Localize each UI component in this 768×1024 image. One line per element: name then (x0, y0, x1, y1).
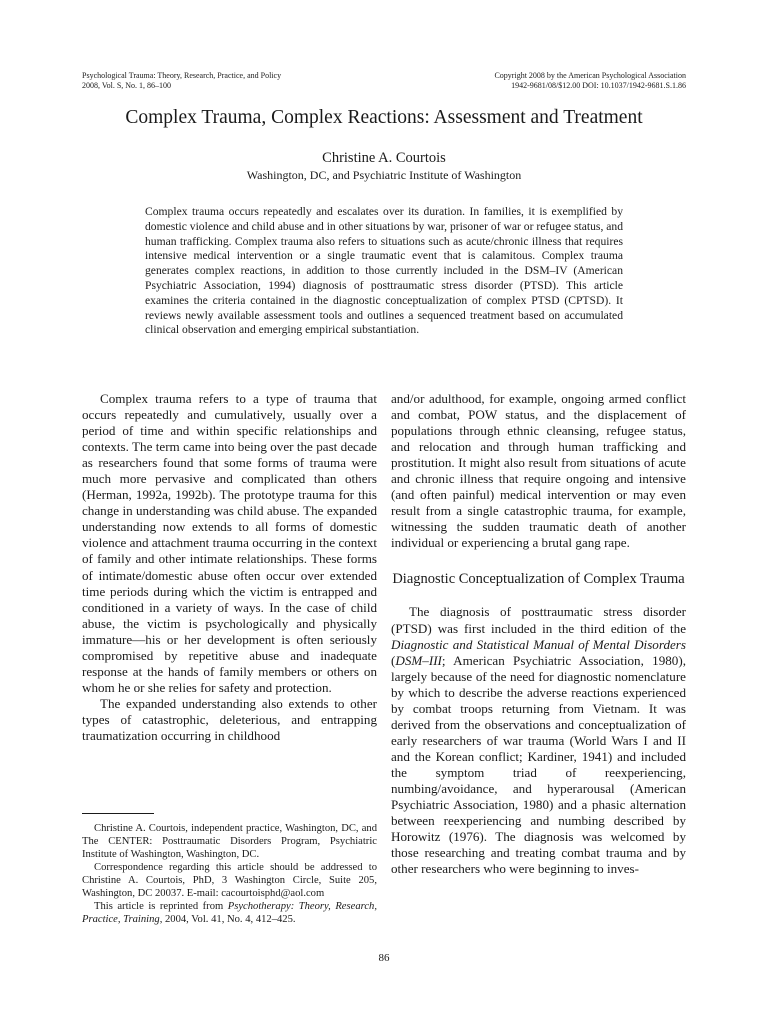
text-run: The diagnosis of posttraumatic stress disorder (PTSD) was first included in the third edition of the (391, 604, 686, 636)
author-affiliation: Washington, DC, and Psychiatric Institute of Washington (246, 168, 522, 182)
author-name: Christine A. Courtois (322, 150, 446, 166)
text-run: , 2004, Vol. 41, No. 4, 412–425. (159, 914, 296, 925)
text-run: This article is reprinted from (94, 901, 228, 912)
journal-name: Psychological Trauma: Theory, Research, Practice, and Policy (82, 71, 282, 80)
journal-citation-header (82, 71, 402, 91)
page-number: 86 (378, 952, 390, 964)
abstract: Complex trauma occurs repeatedly and escalates over its duration. In families, it is exemplified by domestic violence and child abuse and in other situations by war, prisoner of war or refugee status, and human trafficking. Complex trauma also refers to situations such as acute/chronic illness that requires intensive medical intervention or a single traumatic event that is calamitous. Complex trauma generates complex reactions, in addition to those currently included in the DSM–IV (American Psychiatric Association, 1994) diagnosis of posttraumatic stress disorder (PTSD). This article examines the criteria contained in the diagnostic conceptualization of complex PTSD (CPTSD). It reviews newly available assessment tools and outlines a sequenced treatment based on accumulated clinical observation and emerging empirical substantiation. (145, 205, 623, 337)
doi-line: 1942-9681/08/$12.00 DOI: 10.1037/1942-9681.S.1.86 (511, 81, 686, 90)
italic-journal: Psychotherapy: Theory, Research, Practice, Training (82, 901, 377, 925)
body-paragraph-continued: and/or adulthood, for example, ongoing armed conflict and combat, POW status, and the displacement of populations through ethnic cleansing, refugee status, and relocation and through human trafficking and prostitution. It might also result from situations of acute and chronic illness that require ongoing and intensive (and often painful) medical intervention or may even result from a single catastrophic trauma, for example, witnessing the sudden traumatic death of another individual or experiencing a brutal gang rape. (391, 391, 686, 551)
section-heading: Diagnostic Conceptualization of Complex Trauma (392, 571, 685, 588)
journal-volume: 2008, Vol. S, No. 1, 86–100 (82, 81, 172, 90)
body-paragraph: The expanded understanding also extends to other types of catastrophic, deleterious, and entrapping traumatization occurring in childhood (82, 695, 377, 743)
text-run: ( (391, 652, 396, 668)
correspondence-note: Correspondence regarding this article should be addressed to Christine A. Courtois, PhD, 3 Washington Circle, Suite 205, Washington, DC 20037. E-mail: cacourtoisphd@aol.com (82, 862, 377, 899)
author-note: Christine A. Courtois, independent practice, Washington, DC, and The CENTER: Posttraumatic Disorders Program, Psychiatric Institute of Washington, Washington, DC. (82, 823, 377, 860)
copyright-notice: Copyright 2008 by the American Psychological Association (494, 71, 686, 80)
italic-abbreviation: DSM–III (395, 652, 442, 668)
copyright-header (356, 71, 686, 91)
left-column (82, 391, 377, 744)
text-run: ; American Psychiatric Association, 1980), largely because of the need for diagnostic nomenclature by which to describe the adverse reactions experienced by combat troops returning from Vietnam. It was derived from the observations and conceptualization of early researchers of war trauma (World Wars I and II and the Korean conflict; Kardiner, 1941) and included the symptom triad of reexperiencing, numbing/avoidance, and hyperarousal (American Psychiatric Association, 1980) and a phasic alternation between reexperiencing and numbing described by Horowitz (1976). The diagnosis was welcomed by those researching and treating combat trauma and by other researchers who were beginning to inves- (391, 652, 686, 877)
footnotes (82, 822, 377, 926)
footnote-divider (82, 813, 154, 814)
body-paragraph (391, 604, 686, 877)
body-paragraph: Complex trauma refers to a type of trauma that occurs repeatedly and cumulatively, usually over a period of time and within specific relationships and contexts. The term came into being over the past decade as researchers found that some forms of trauma were much more pervasive and complicated than others (Herman, 1992a, 1992b). The prototype trauma for this change in understanding was child abuse. The expanded understanding now extends to all forms of domestic violence and attachment trauma occurring in the context of family and other intimate relationships. These forms of intimate/domestic abuse often occur over extended time periods during which the victim is entrapped and conditioned in a variety of ways. In the case of child abuse, the victim is psychologically and physically immature—his or her development is often seriously compromised by repetitive abuse and inadequate response at the hands of family members or others on whom he or she relies for safety and protection. (82, 391, 377, 695)
right-column (391, 391, 686, 877)
article-title: Complex Trauma, Complex Reactions: Assessment and Treatment (125, 107, 643, 128)
reprint-note (82, 900, 377, 926)
italic-title: Diagnostic and Statistical Manual of Mental Disorders (391, 636, 686, 652)
